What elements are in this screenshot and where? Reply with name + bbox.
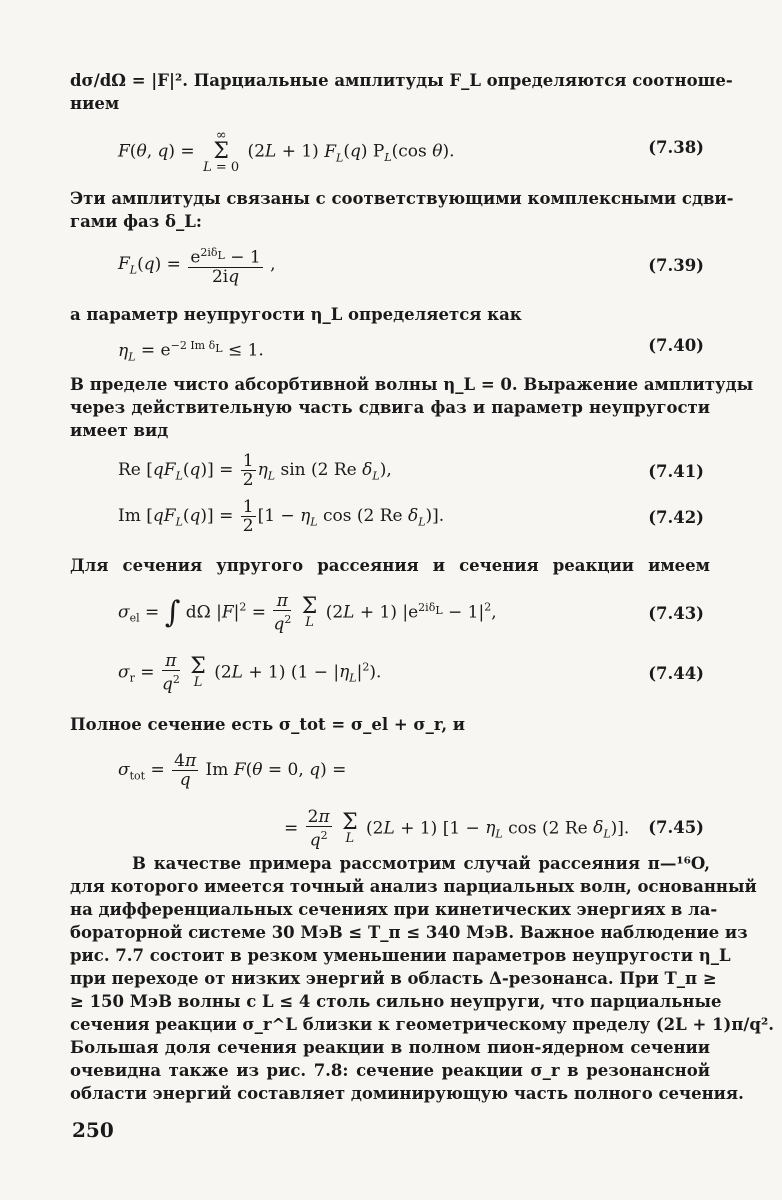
equation-number: (7.44) [648,664,704,683]
equation-number: (7.43) [648,604,704,623]
paragraph-line: Полное сечение есть σ_tot = σ_el + σ_r, и [70,715,466,734]
paragraph-line: нием [70,94,120,113]
equation-7-40: $\eta_L = e^{-2 Im \delta_L} \le 1$. [118,339,264,364]
paragraph-line: на дифференциальных сечениях при кинетических энергиях в ла- [70,900,718,919]
paragraph-line: dσ/dΩ = |F|². Парциальные амплитуды F_L определяются соотноше- [70,71,733,90]
paragraph-line: В пределе чисто абсорбтивной волны η_L = 0. Выражение амплитуды [70,375,754,394]
paragraph-line: области энергий составляет доминирующую часть полного сечения. [70,1084,744,1103]
paragraph-line: сечения реакции σ_r^L близки к геометрическому пределу (2L + 1)π/q². [70,1015,774,1034]
paragraph-line: бораторной системе 30 МэВ ≤ T_π ≤ 340 МэВ. Важное наблюдение из [70,923,748,942]
paragraph-line: через действительную часть сдвига фаз и параметр неупругости [70,398,710,417]
equation-7-45-line2: = $\frac{2\pi}{q^2}$ Σ L (2L + 1) [$1 - \eta_L$ cos (2 Re $\delta_L$)]. [284,807,630,851]
paragraph-line: Для сечения упругого рассеяния и сечения реакции имеем [70,556,710,575]
paragraph-line: рис. 7.7 состоит в резком уменьшении параметров неупругости η_L [70,946,731,965]
paragraph-line: имеет вид [70,421,169,440]
paragraph-line: для которого имеется точный анализ парциальных волн, основанный [70,877,757,896]
equation-number: (7.45) [648,818,704,837]
paragraph-line: гами фаз δ_L: [70,212,202,231]
paragraph-line: Эти амплитуды связаны с соответствующими комплексными сдви- [70,189,734,208]
equation-number: (7.38) [648,138,704,157]
equation-7-39: $F_L(q)$ = $\frac{e^{2i\delta_L} - 1}{2iq}$ , [118,246,276,287]
equation-7-38: F(θ, q) = ∞ Σ L = 0 (2L + 1) $F_L(q)$ $P_L(\cos$ θ). [118,128,455,175]
equation-7-45-line1: $\sigma_{tot}$ = $\frac{4\pi}{q}$ Im F(θ = 0, q) = [118,751,347,790]
equation-7-43: $\sigma_{el}$ = ∫ dΩ $|F|^2$ = $\frac{\pi}{q^2}$ Σ L (2L + 1) $|e^{2i\delta_L} - 1|^2$, [118,591,497,635]
equation-7-44: $\sigma_r$ = $\frac{\pi}{q^2}$ Σ L (2L + 1) $(1 - |\eta_L|^2)$. [118,651,382,695]
equation-number: (7.40) [648,336,704,355]
paragraph-line: Большая доля сечения реакции в полном пион-ядерном сечении [70,1038,710,1057]
paragraph-line: ≥ 150 МэВ волны с L ≤ 4 столь сильно неупруги, что парциальные [70,992,722,1011]
paragraph-line: при переходе от низких энергий в область Δ-резонанса. При T_π ≥ [70,969,717,988]
page-number: 250 [72,1118,114,1142]
equation-7-41: Re $[qF_L(q)]$ = $\frac{1}{2}$ $\eta_L$ sin (2 Re $\delta_L$), [118,451,392,490]
paragraph-line: В качестве примера рассмотрим случай рассеяния π—¹⁶O, [132,854,710,873]
equation-number: (7.39) [648,256,704,275]
paragraph-line: очевидна также из рис. 7.8: сечение реакции σ_r в резонансной [70,1061,710,1080]
equation-7-42: Im $[qF_L(q)]$ = $\frac{1}{2}$ [$1 - \eta_L$ cos (2 Re $\delta_L$)]. [118,497,445,536]
equation-number: (7.41) [648,462,704,481]
equation-number: (7.42) [648,508,704,527]
paragraph-line: а параметр неупругости η_L определяется как [70,305,522,324]
